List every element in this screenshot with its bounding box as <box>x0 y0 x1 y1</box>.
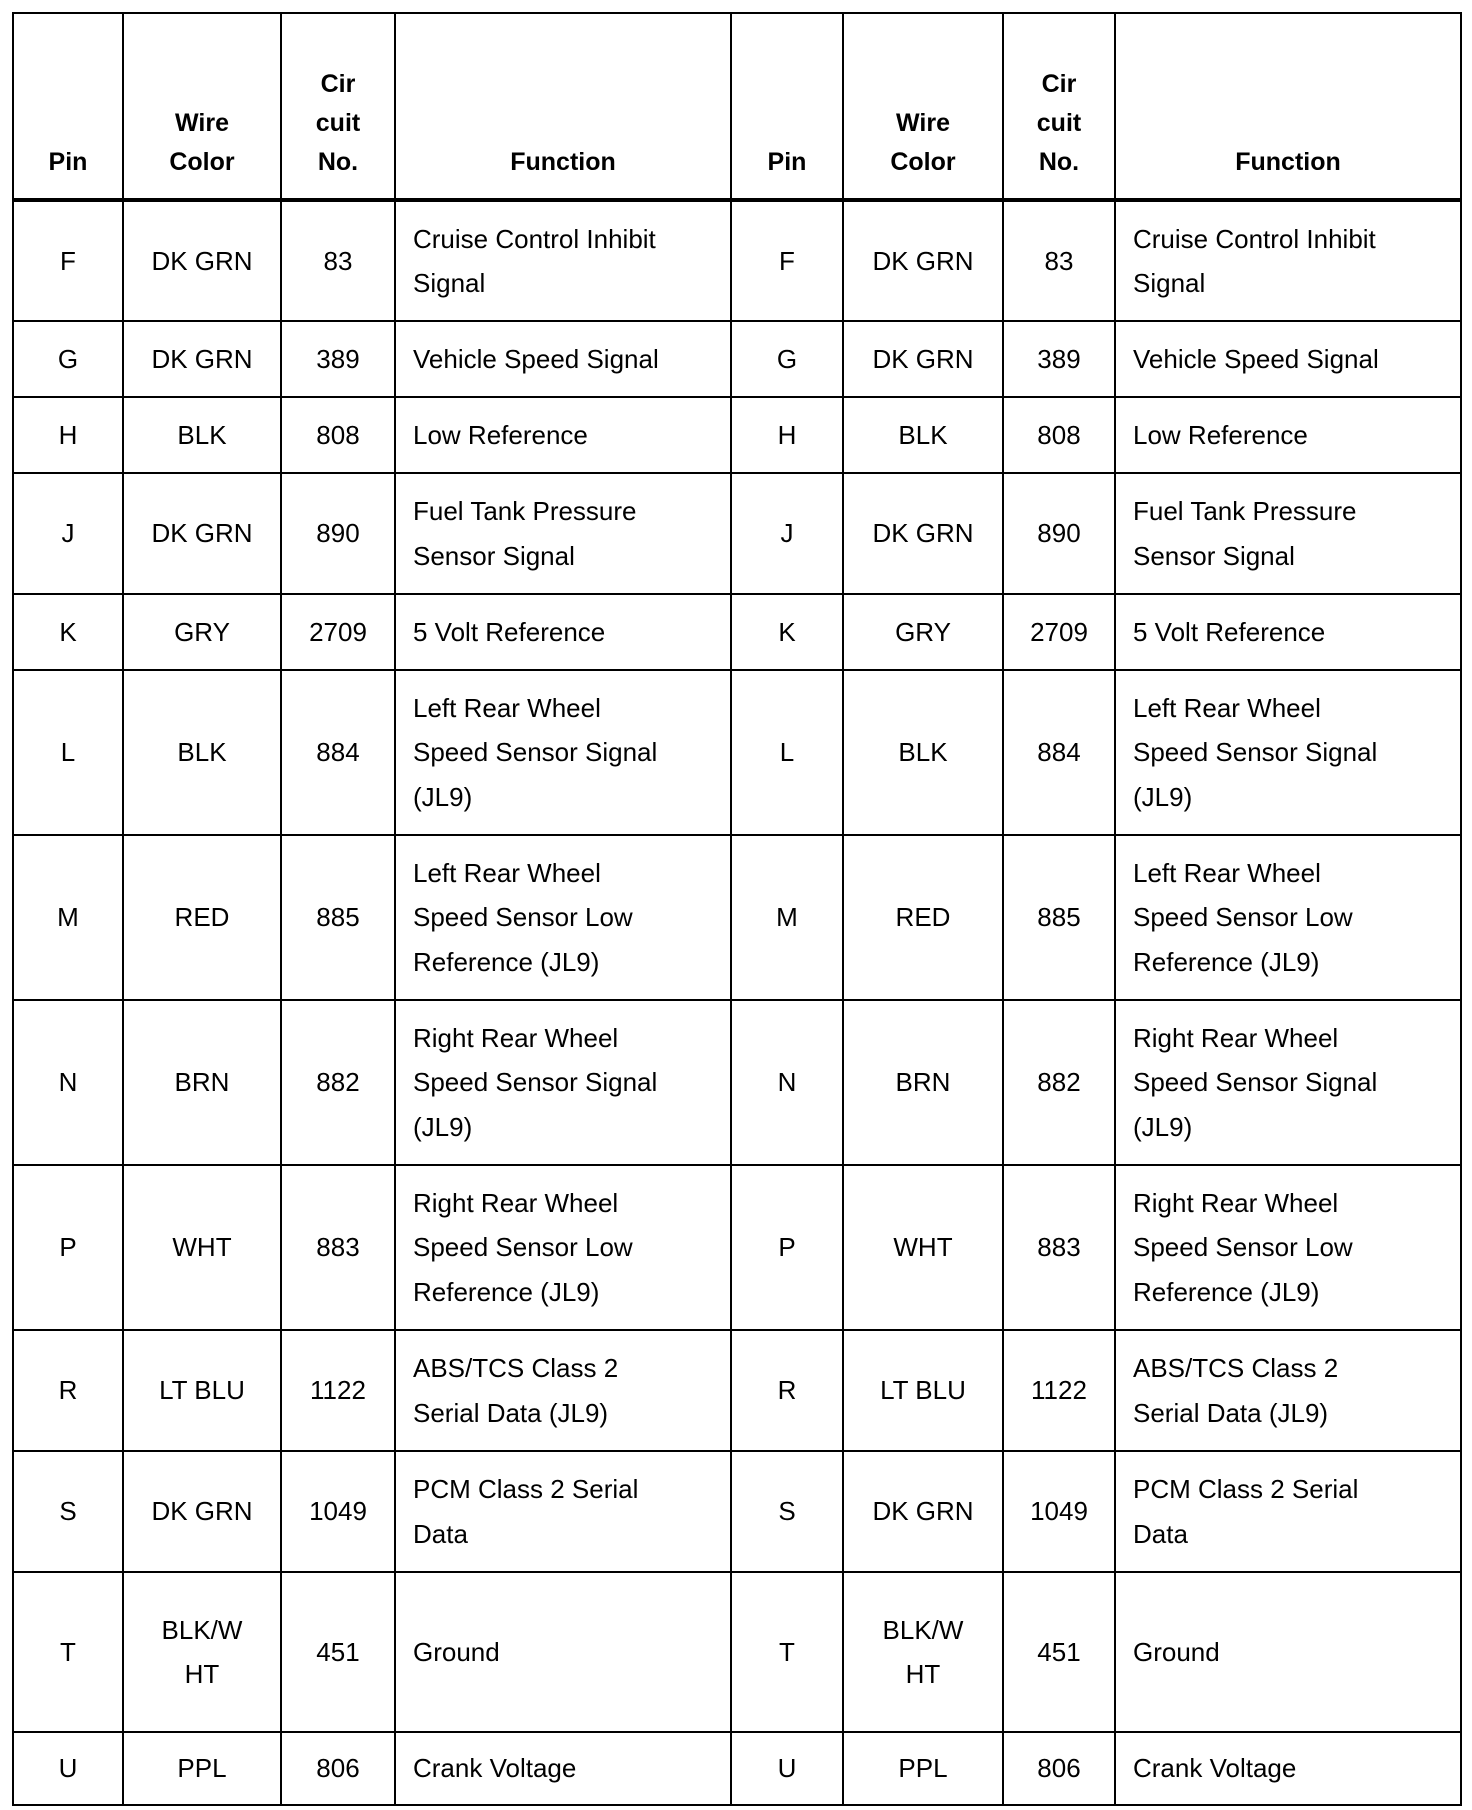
circuit-cell: 890 <box>281 473 395 594</box>
pin-cell: P <box>13 1165 123 1330</box>
function-cell: Vehicle Speed Signal <box>395 321 731 397</box>
wire-color-cell: PPL <box>123 1732 281 1805</box>
pin-cell: G <box>13 321 123 397</box>
wire-color-cell: DK GRN <box>123 473 281 594</box>
pin-cell: G <box>731 321 843 397</box>
wire-color-cell: WHT <box>123 1165 281 1330</box>
function-cell: 5 Volt Reference <box>1115 594 1461 670</box>
pin-header: Pin <box>13 13 123 200</box>
circuit-cell: 883 <box>1003 1165 1115 1330</box>
function-cell: Right Rear Wheel Speed Sensor Low Reference (JL9) <box>395 1165 731 1330</box>
circuit-cell: 389 <box>281 321 395 397</box>
pin-cell: H <box>731 397 843 473</box>
function-header: Function <box>1115 13 1461 200</box>
function-cell: PCM Class 2 Serial Data <box>1115 1451 1461 1572</box>
table-row <box>13 1572 1461 1732</box>
pin-cell: R <box>731 1330 843 1451</box>
connector-pinout-table <box>12 12 1462 1806</box>
pin-cell: P <box>731 1165 843 1330</box>
circuit-cell: 808 <box>281 397 395 473</box>
function-cell: Cruise Control Inhibit Signal <box>1115 200 1461 321</box>
pin-cell: S <box>731 1451 843 1572</box>
circuit-cell: 2709 <box>281 594 395 670</box>
pin-cell: K <box>731 594 843 670</box>
function-header: Function <box>395 13 731 200</box>
function-cell: PCM Class 2 Serial Data <box>395 1451 731 1572</box>
header-row <box>13 13 1461 200</box>
circuit-cell: 808 <box>1003 397 1115 473</box>
table-row <box>13 1451 1461 1572</box>
function-cell: Right Rear Wheel Speed Sensor Signal (JL9) <box>1115 1000 1461 1165</box>
circuit-cell: 883 <box>281 1165 395 1330</box>
function-cell: Left Rear Wheel Speed Sensor Low Reference (JL9) <box>395 835 731 1000</box>
wire-color-cell: BLK <box>843 397 1003 473</box>
pin-cell: J <box>13 473 123 594</box>
wire-color-cell: BLK <box>123 397 281 473</box>
circuit-cell: 389 <box>1003 321 1115 397</box>
pin-cell: R <box>13 1330 123 1451</box>
wire-color-cell: LT BLU <box>123 1330 281 1451</box>
circuit-cell: 1122 <box>281 1330 395 1451</box>
pin-cell: J <box>731 473 843 594</box>
circuit-cell: 885 <box>281 835 395 1000</box>
wire-color-cell: DK GRN <box>123 1451 281 1572</box>
pin-cell: K <box>13 594 123 670</box>
wire-color-cell: RED <box>843 835 1003 1000</box>
circuit-cell: 806 <box>1003 1732 1115 1805</box>
table-row <box>13 1732 1461 1805</box>
wire-color-cell: DK GRN <box>123 321 281 397</box>
pin-cell: M <box>13 835 123 1000</box>
circuit-no-header: Cir cuit No. <box>281 13 395 200</box>
function-cell: Fuel Tank Pressure Sensor Signal <box>1115 473 1461 594</box>
wire-color-cell: DK GRN <box>123 200 281 321</box>
table-row <box>13 670 1461 835</box>
function-cell: Left Rear Wheel Speed Sensor Signal (JL9) <box>395 670 731 835</box>
wire-color-cell: GRY <box>123 594 281 670</box>
wire-color-cell: GRY <box>843 594 1003 670</box>
circuit-cell: 83 <box>281 200 395 321</box>
circuit-cell: 83 <box>1003 200 1115 321</box>
function-cell: Fuel Tank Pressure Sensor Signal <box>395 473 731 594</box>
pin-cell: L <box>731 670 843 835</box>
wire-color-cell: BLK/W HT <box>123 1572 281 1732</box>
wire-color-cell: LT BLU <box>843 1330 1003 1451</box>
circuit-cell: 885 <box>1003 835 1115 1000</box>
pin-cell: S <box>13 1451 123 1572</box>
wire-color-cell: DK GRN <box>843 1451 1003 1572</box>
pin-header: Pin <box>731 13 843 200</box>
pin-cell: N <box>731 1000 843 1165</box>
function-cell: Ground <box>1115 1572 1461 1732</box>
wire-color-cell: PPL <box>843 1732 1003 1805</box>
circuit-no-header: Cir cuit No. <box>1003 13 1115 200</box>
function-cell: Left Rear Wheel Speed Sensor Signal (JL9) <box>1115 670 1461 835</box>
table-row <box>13 1330 1461 1451</box>
circuit-cell: 2709 <box>1003 594 1115 670</box>
table-row <box>13 473 1461 594</box>
function-cell: Crank Voltage <box>395 1732 731 1805</box>
pin-cell: T <box>731 1572 843 1732</box>
wire-color-cell: WHT <box>843 1165 1003 1330</box>
pin-cell: T <box>13 1572 123 1732</box>
circuit-cell: 884 <box>281 670 395 835</box>
wire-color-cell: DK GRN <box>843 321 1003 397</box>
wire-color-header: Wire Color <box>123 13 281 200</box>
function-cell: ABS/TCS Class 2 Serial Data (JL9) <box>395 1330 731 1451</box>
wire-color-cell: DK GRN <box>843 473 1003 594</box>
circuit-cell: 1049 <box>1003 1451 1115 1572</box>
circuit-cell: 1049 <box>281 1451 395 1572</box>
wire-color-cell: BRN <box>843 1000 1003 1165</box>
wire-color-header: Wire Color <box>843 13 1003 200</box>
wire-color-cell: BLK <box>123 670 281 835</box>
circuit-cell: 882 <box>281 1000 395 1165</box>
circuit-cell: 890 <box>1003 473 1115 594</box>
pin-cell: H <box>13 397 123 473</box>
function-cell: Low Reference <box>1115 397 1461 473</box>
pin-cell: F <box>13 200 123 321</box>
function-cell: Crank Voltage <box>1115 1732 1461 1805</box>
function-cell: Right Rear Wheel Speed Sensor Low Reference (JL9) <box>1115 1165 1461 1330</box>
circuit-cell: 882 <box>1003 1000 1115 1165</box>
table-row <box>13 200 1461 321</box>
function-cell: Ground <box>395 1572 731 1732</box>
function-cell: Vehicle Speed Signal <box>1115 321 1461 397</box>
table-row <box>13 1000 1461 1165</box>
table-row <box>13 1165 1461 1330</box>
wire-color-cell: RED <box>123 835 281 1000</box>
function-cell: Low Reference <box>395 397 731 473</box>
wire-color-cell: DK GRN <box>843 200 1003 321</box>
table-row <box>13 397 1461 473</box>
circuit-cell: 1122 <box>1003 1330 1115 1451</box>
pin-cell: M <box>731 835 843 1000</box>
pin-cell: F <box>731 200 843 321</box>
table-row <box>13 594 1461 670</box>
circuit-cell: 451 <box>281 1572 395 1732</box>
circuit-cell: 451 <box>1003 1572 1115 1732</box>
function-cell: Right Rear Wheel Speed Sensor Signal (JL9) <box>395 1000 731 1165</box>
table-row <box>13 835 1461 1000</box>
wire-color-cell: BRN <box>123 1000 281 1165</box>
circuit-cell: 806 <box>281 1732 395 1805</box>
wire-color-cell: BLK/W HT <box>843 1572 1003 1732</box>
wire-color-cell: BLK <box>843 670 1003 835</box>
function-cell: 5 Volt Reference <box>395 594 731 670</box>
pin-cell: N <box>13 1000 123 1165</box>
pin-cell: U <box>731 1732 843 1805</box>
function-cell: Cruise Control Inhibit Signal <box>395 200 731 321</box>
pin-cell: U <box>13 1732 123 1805</box>
function-cell: Left Rear Wheel Speed Sensor Low Reference (JL9) <box>1115 835 1461 1000</box>
function-cell: ABS/TCS Class 2 Serial Data (JL9) <box>1115 1330 1461 1451</box>
pin-cell: L <box>13 670 123 835</box>
table-row <box>13 321 1461 397</box>
circuit-cell: 884 <box>1003 670 1115 835</box>
